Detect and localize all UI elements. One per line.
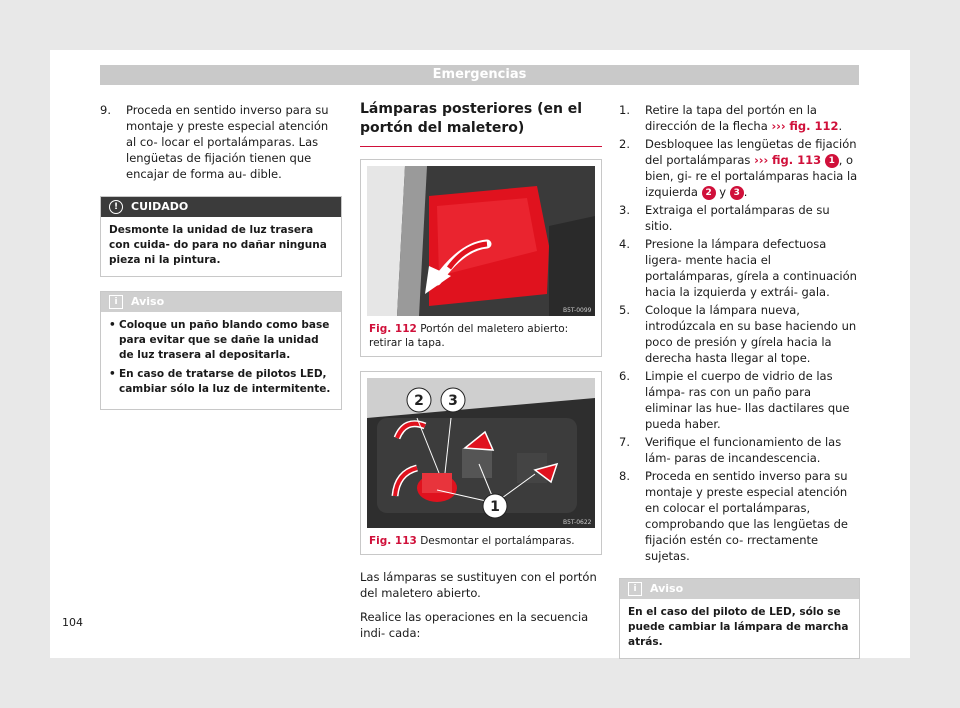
figure-code: B5T-0622: [563, 519, 592, 526]
step-number: 9.: [100, 103, 111, 117]
step-5: [619, 302, 860, 366]
info-icon: i: [109, 295, 123, 309]
aviso-body: [101, 312, 341, 409]
caution-label: CUIDADO: [131, 200, 189, 213]
bullet-text: Coloque un paño blando como base para evitar que se dañe la unidad de luz trasera al depositarla.: [119, 319, 330, 361]
column-left: [100, 102, 342, 410]
aviso-box: [619, 578, 860, 659]
figure-113: [360, 371, 602, 555]
caption-text: Desmontar el portalámparas.: [420, 535, 575, 547]
callout-badge: 3: [730, 186, 744, 200]
step-text-part: .: [838, 119, 843, 133]
label-3: 3: [448, 393, 458, 409]
step-text: Coloque la lámpara nueva, introdúzcala en su base haciendo un poco de presión y gírela hacia la derecha hasta llegar al tope.: [645, 303, 857, 365]
step-text-part: Desbloquee las lengüetas de fijación del portalámparas: [645, 137, 857, 167]
paragraph: Las lámparas se sustituyen con el portón del maletero abierto.: [360, 570, 597, 600]
paragraph: Realice las operaciones en la secuencia indi- cada:: [360, 610, 589, 640]
aviso-text: En el caso del piloto de LED, sólo se puede cambiar la lámpara de marcha atrás.: [628, 606, 849, 648]
aviso-label: Aviso: [131, 295, 165, 308]
figure-112: [360, 159, 602, 357]
exclamation-icon: !: [109, 200, 123, 214]
figure-caption: [361, 316, 601, 356]
label-2: 2: [414, 393, 424, 409]
step-number: 5.: [619, 303, 630, 317]
aviso-label: Aviso: [650, 582, 684, 595]
step-text-part: .: [743, 185, 748, 199]
step-text: Extraiga el portalámparas de su sitio.: [645, 203, 830, 233]
section-header: Emergencias: [100, 65, 859, 85]
step-text: Proceda en sentido inverso para su montaje y preste especial atención al co- locar el portalámparas. Las lengüetas de fijación tienen que encajar de forma au- dible.: [126, 103, 329, 181]
step-number: 4.: [619, 237, 630, 251]
step-2: [619, 136, 860, 200]
figure-code: B5T-0099: [563, 307, 592, 314]
step-text: Verifique el funcionamiento de las lám- paras de incandescencia.: [645, 435, 842, 465]
step-1: [619, 102, 860, 134]
list-item: • En caso de tratarse de pilotos LED, cambiar sólo la luz de intermitente.: [109, 367, 333, 397]
aviso-header: [101, 292, 341, 312]
caution-box: [100, 196, 342, 277]
section-title: Lámparas posteriores (en el portón del maletero): [360, 100, 602, 147]
tailgate-photo: [367, 166, 595, 316]
page-number: 104: [62, 616, 83, 629]
step-text: Proceda en sentido inverso para su montaje y preste especial atención en colocar el portalámparas, comprobando que las lengüetas de fijación estén co- rrectamente sujetas.: [645, 469, 849, 563]
step-number: 7.: [619, 435, 630, 449]
caption-text: Portón del maletero abierto: retirar la tapa.: [369, 323, 569, 349]
step-6: [619, 368, 860, 432]
step-number: 3.: [619, 203, 630, 217]
step-text: Presione la lámpara defectuosa ligera- mente hacia el portalámparas, gírela a continuación hacia la izquierda y extrái- gala.: [645, 237, 857, 299]
figure-number: Fig. 112: [369, 323, 417, 335]
figure-number: Fig. 113: [369, 535, 417, 547]
list-item: • Coloque un paño blando como base para evitar que se dañe la unidad de luz trasera al depositarla.: [109, 318, 333, 363]
caution-header: [101, 197, 341, 217]
column-right: [619, 102, 860, 659]
step-8: [619, 468, 860, 564]
step-number: 6.: [619, 369, 630, 383]
step-text-part: Retire la tapa del portón en la dirección de la flecha: [645, 103, 817, 133]
figure-caption: [361, 528, 601, 554]
link-arrows-icon: ›››: [754, 153, 769, 167]
step-3: [619, 202, 860, 234]
bullet-text: En caso de tratarse de pilotos LED, cambiar sólo la luz de intermitente.: [119, 368, 331, 395]
step-text: [645, 102, 860, 134]
step-7: [619, 434, 860, 466]
bulb-holder-photo: [367, 378, 595, 528]
info-icon: i: [628, 582, 642, 596]
step-number: 2.: [619, 137, 630, 151]
step-text-part: , o bien, gi- re el portalámparas hacia la izquierda: [645, 153, 858, 199]
figure-link[interactable]: fig. 112: [789, 119, 839, 133]
step-text-part: y: [719, 185, 727, 199]
column-middle: [360, 100, 602, 649]
aviso-header: [620, 579, 859, 599]
callout-badge: 1: [825, 154, 839, 168]
step-text: Limpie el cuerpo de vidrio de las lámpa- ras con un paño para eliminar las hue- llas dactilares que pueda haber.: [645, 369, 850, 431]
step-4: [619, 236, 860, 300]
caution-text: Desmonte la unidad de luz trasera con cuida- do para no dañar ninguna pieza ni la pintura.: [109, 224, 327, 266]
link-arrows-icon: ›››: [771, 119, 786, 133]
callout-badge: 2: [702, 186, 716, 200]
step-9: [100, 102, 342, 182]
step-number: 8.: [619, 469, 630, 483]
figure-link[interactable]: fig. 113: [771, 153, 822, 167]
step-number: 1.: [619, 103, 630, 117]
step-text: [645, 136, 860, 200]
label-1: 1: [490, 499, 500, 515]
aviso-box: [100, 291, 342, 410]
